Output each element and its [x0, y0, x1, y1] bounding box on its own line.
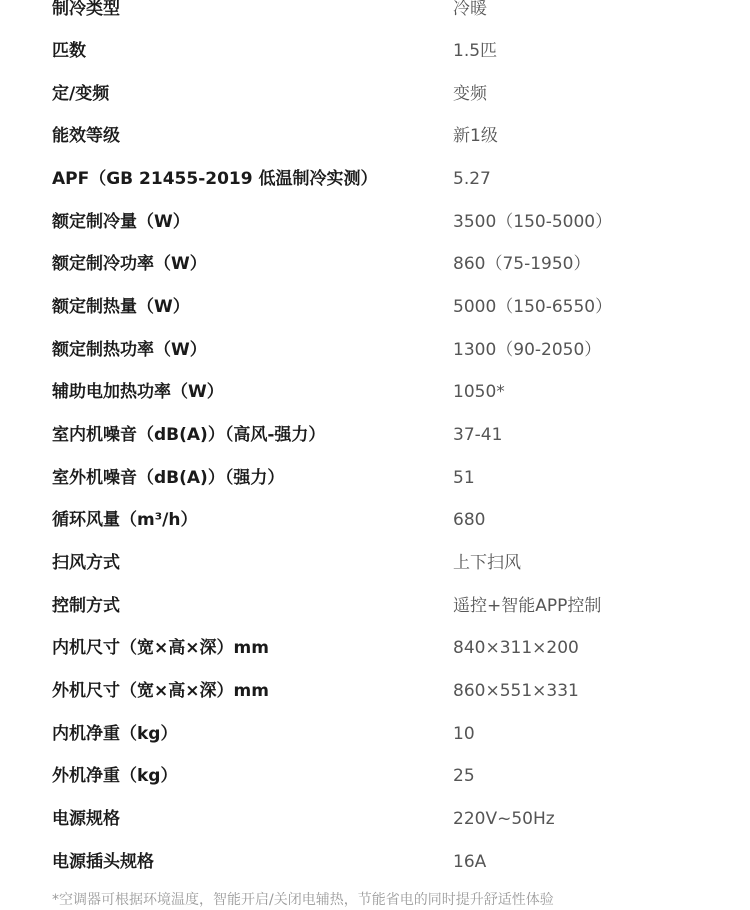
- spec-row-rated-heating-power: [0, 329, 750, 371]
- spec-value: 1050*: [453, 382, 505, 402]
- spec-label: 额定制热量（W）: [52, 297, 190, 317]
- spec-value: 冷暖: [453, 0, 487, 19]
- spec-label: 内机净重（kg）: [52, 724, 178, 744]
- spec-label: 内机尺寸（宽×高×深）mm: [52, 638, 269, 658]
- spec-label: 额定制冷量（W）: [52, 212, 190, 232]
- spec-row-power-plug: [0, 841, 750, 883]
- spec-value: 1.5匹: [453, 41, 498, 61]
- spec-value: 1300（90-2050）: [453, 340, 602, 360]
- spec-value: 840×311×200: [453, 638, 579, 658]
- spec-row-indoor-noise: [0, 414, 750, 456]
- spec-label: 辅助电加热功率（W）: [52, 382, 224, 402]
- spec-label: 循环风量（m³/h）: [52, 510, 198, 530]
- spec-row-swing-mode: [0, 542, 750, 584]
- spec-label: 室内机噪音（dB(A)）（高风-强力）: [52, 425, 326, 445]
- spec-row-frequency: [0, 73, 750, 115]
- spec-value: 220V~50Hz: [453, 809, 555, 829]
- spec-value: 25: [453, 766, 475, 786]
- spec-value: 3500（150-5000）: [453, 212, 613, 232]
- spec-row-aux-heating-power: [0, 371, 750, 413]
- spec-value: 860×551×331: [453, 681, 579, 701]
- spec-row-rated-cooling-power: [0, 243, 750, 285]
- spec-value: 变频: [453, 84, 487, 104]
- spec-value: 10: [453, 724, 475, 744]
- spec-row-horsepower: [0, 30, 750, 72]
- spec-value: 51: [453, 468, 475, 488]
- spec-value: 680: [453, 510, 486, 530]
- spec-label: 控制方式: [52, 596, 120, 616]
- spec-value: 5000（150-6550）: [453, 297, 613, 317]
- spec-row-airflow: [0, 499, 750, 541]
- spec-row-power-supply: [0, 798, 750, 840]
- spec-label: 定/变频: [52, 84, 110, 104]
- spec-label: 匹数: [52, 41, 86, 61]
- spec-row-outdoor-dimensions: [0, 670, 750, 712]
- spec-row-energy-grade: [0, 115, 750, 157]
- spec-row-rated-cooling-capacity: [0, 201, 750, 243]
- spec-label: 扫风方式: [52, 553, 120, 573]
- spec-row-indoor-dimensions: [0, 627, 750, 669]
- spec-value: 5.27: [453, 169, 491, 189]
- spec-row-cooling-type: [0, 0, 750, 30]
- spec-value: 16A: [453, 852, 487, 872]
- spec-row-control-mode: [0, 585, 750, 627]
- spec-label: 外机净重（kg）: [52, 766, 178, 786]
- spec-row-outdoor-weight: [0, 755, 750, 797]
- spec-value: 上下扫风: [453, 553, 521, 573]
- spec-row-indoor-weight: [0, 713, 750, 755]
- spec-row-rated-heating-capacity: [0, 286, 750, 328]
- footnote: *空调器可根据环境温度，智能开启/关闭电辅热，节能省电的同时提升舒适性体验: [52, 892, 554, 908]
- spec-row-apf: [0, 158, 750, 200]
- spec-label: 制冷类型: [52, 0, 120, 19]
- spec-label: 额定制热功率（W）: [52, 340, 207, 360]
- spec-label: 额定制冷功率（W）: [52, 254, 207, 274]
- spec-label: 电源插头规格: [52, 852, 154, 872]
- spec-label: 电源规格: [52, 809, 120, 829]
- spec-value: 遥控+智能APP控制: [453, 596, 602, 616]
- spec-label: 能效等级: [52, 126, 120, 146]
- spec-value: 860（75-1950）: [453, 254, 591, 274]
- spec-value: 新1级: [453, 126, 498, 146]
- spec-label: 室外机噪音（dB(A)）（强力）: [52, 468, 285, 488]
- spec-label: 外机尺寸（宽×高×深）mm: [52, 681, 269, 701]
- spec-value: 37-41: [453, 425, 503, 445]
- spec-row-outdoor-noise: [0, 457, 750, 499]
- spec-label: APF（GB 21455-2019 低温制冷实测）: [52, 169, 378, 189]
